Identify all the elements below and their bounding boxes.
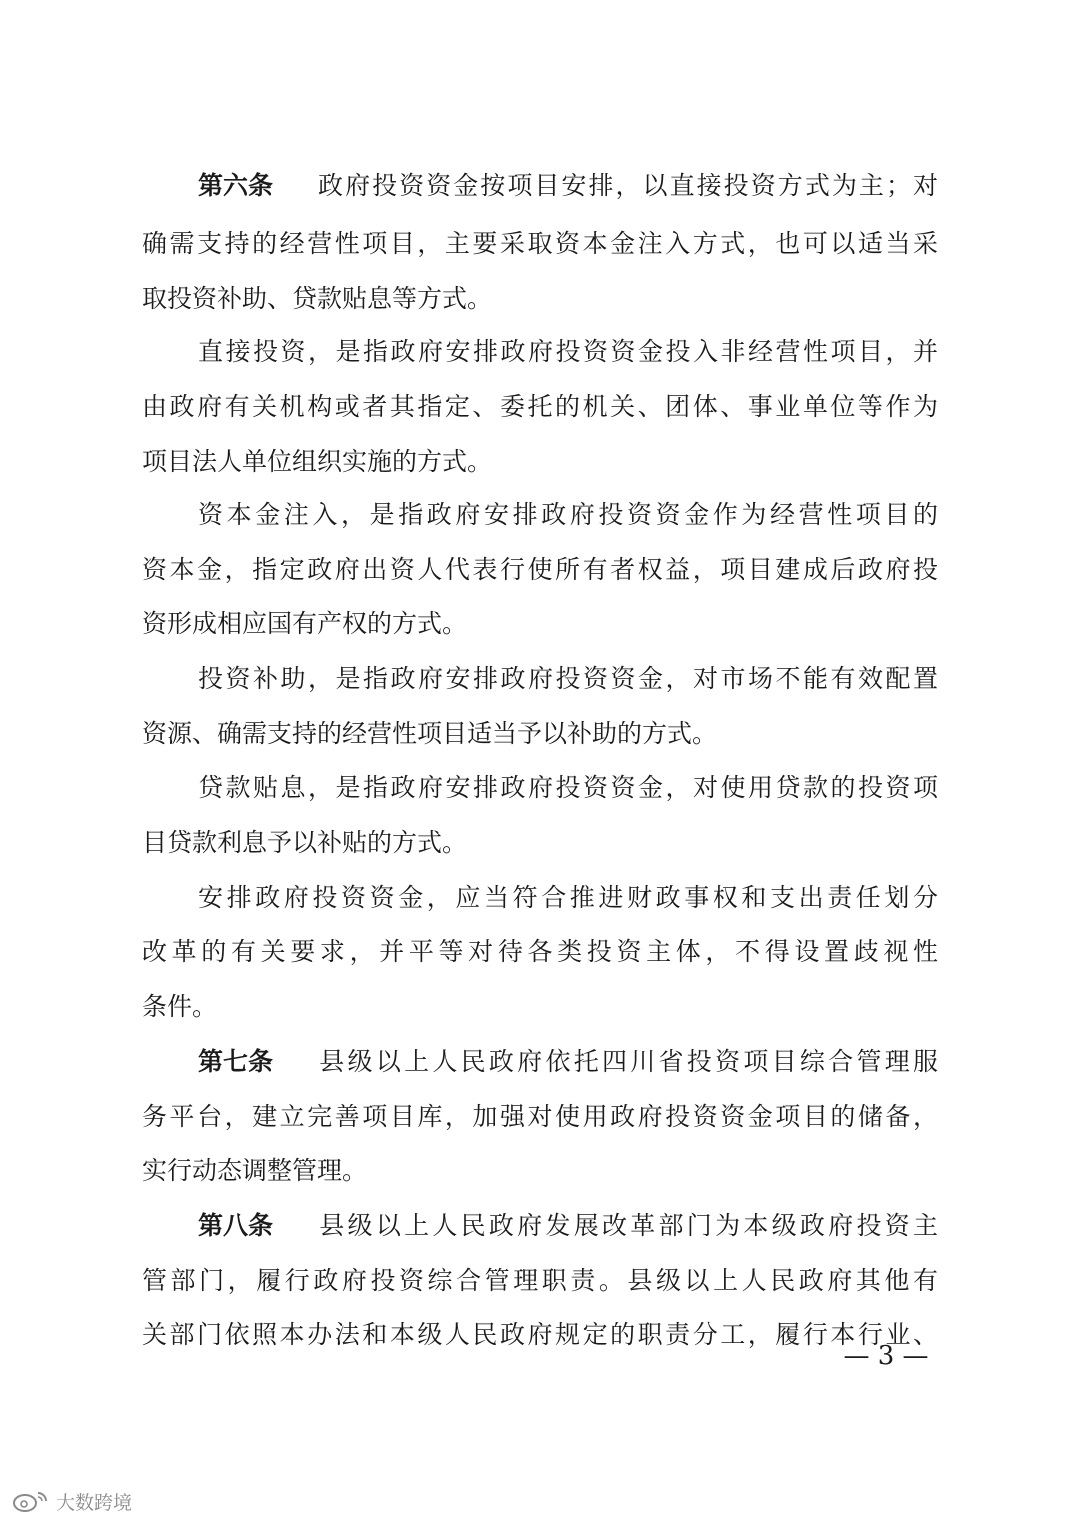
paragraph-line: 安排政府投资资金，应当符合推进财政事权和支出责任划分 <box>198 883 938 912</box>
paragraph-line: 贷款贴息，是指政府安排政府投资资金，对使用贷款的投资项 <box>198 773 938 802</box>
paragraph-line: 取投资补助、贷款贴息等方式。 <box>142 284 493 313</box>
paragraph-line: 实行动态调整管理。 <box>142 1156 368 1185</box>
page-number: — 3 — <box>843 1341 929 1371</box>
line-text: 县级以上人民政府发展改革部门为本级政府投资主 <box>316 1211 938 1240</box>
paragraph-line: 投资补助，是指政府安排政府投资资金，对市场不能有效配置 <box>198 664 938 693</box>
paragraph-line <box>142 168 938 204</box>
line-text: 县级以上人民政府依托四川省投资项目综合管理服 <box>316 1047 938 1076</box>
watermark <box>12 1488 132 1514</box>
paragraph-line <box>142 1208 938 1244</box>
weibo-logo-icon <box>12 1489 50 1513</box>
paragraph-line: 确需支持的经营性项目，主要采取资本金注入方式，也可以适当采 <box>142 229 938 258</box>
article-heading: 第七条 <box>198 1047 274 1076</box>
paragraph-line: 资本金注入，是指政府安排政府投资资金作为经营性项目的 <box>198 500 938 529</box>
paragraph-line: 资源、确需支持的经营性项目适当予以补助的方式。 <box>142 719 718 748</box>
paragraph-line: 由政府有关机构或者其指定、委托的机关、团体、事业单位等作为 <box>142 392 938 421</box>
paragraph-line: 关部门依照本办法和本级人民政府规定的职责分工，履行本行业、 <box>142 1320 938 1349</box>
paragraph-line: 资本金，指定政府出资人代表行使所有者权益，项目建成后政府投 <box>142 555 938 584</box>
paragraph-line: 资形成相应国有产权的方式。 <box>142 609 468 638</box>
paragraph-line: 直接投资，是指政府安排政府投资资金投入非经营性项目，并 <box>198 337 938 366</box>
paragraph-line: 务平台，建立完善项目库，加强对使用政府投资资金项目的储备， <box>142 1102 938 1131</box>
watermark-text: 大数跨境 <box>56 1491 133 1514</box>
paragraph-line: 管部门，履行政府投资综合管理职责。县级以上人民政府其他有 <box>142 1266 938 1295</box>
article-heading: 第六条 <box>198 171 274 200</box>
paragraph-line: 目贷款利息予以补贴的方式。 <box>142 828 468 857</box>
paragraph-line: 改革的有关要求，并平等对待各类投资主体，不得设置歧视性 <box>142 937 938 966</box>
article-heading: 第八条 <box>198 1211 274 1240</box>
line-text: 政府投资资金按项目安排，以直接投资方式为主；对 <box>316 171 938 200</box>
paragraph-line <box>142 1044 938 1080</box>
paragraph-line: 条件。 <box>142 992 218 1021</box>
paragraph-line: 项目法人单位组织实施的方式。 <box>142 447 493 476</box>
